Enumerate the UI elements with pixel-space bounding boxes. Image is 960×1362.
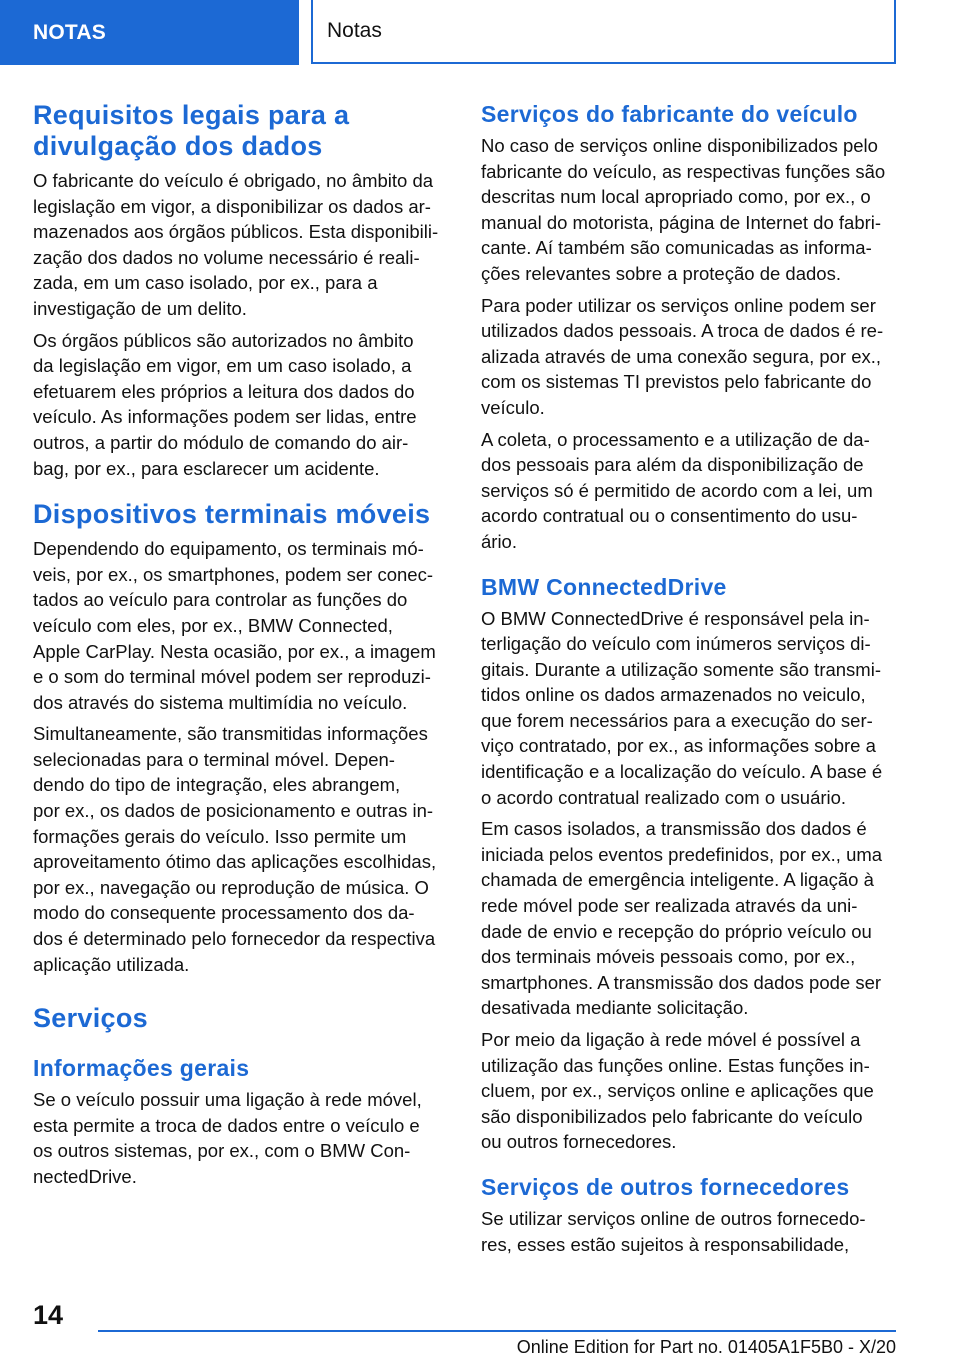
heading-services: Serviços [33, 1003, 148, 1034]
edition-text: Online Edition for Part no. 01405A1F5B0 - X/20 [516, 1337, 896, 1357]
paragraph: Por meio da ligação à rede móvel é possível a utilização das funções online. Estas funções in- cluem, por ex., serviços online e aplicações que são disponibilizados pelo fabricante do veículo ou outros fornecedores. [481, 1029, 874, 1153]
paragraph: Se o veículo possuir uma ligação à rede móvel, esta permite a troca de dados entre o veículo e os outros sistemas, por ex., com o BMW Con- nectedDrive. [33, 1089, 422, 1187]
paragraph: O fabricante do veículo é obrigado, no âmbito da legislação em vigor, a disponibilizar os dados ar- mazenados aos órgãos públicos. Esta disponibili- zação dos dados no volume necessário é reali- zada, em um caso isolado, por ex., para a investigação de um delito. [33, 170, 439, 319]
subheading-connecteddrive: BMW ConnectedDrive [481, 573, 727, 600]
paragraph: Simultaneamente, são transmitidas informações selecionadas para o terminal móvel. Depen- dendo do tipo de integração, eles abrangem, por ex., os dados de posicionamento e outras in- formações gerais do veículo. Isso permite um aproveitamento ótimo das aplicações escolhidas, por ex., navegação ou reprodução de música. O modo do consequente processamento dos da- dos é determinado pelo fornecedor da respectiva aplicação utilizada. [33, 723, 437, 975]
paragraph: Para poder utilizar os serviços online podem ser utilizados dados pessoais. A troca de dados é re- alizada através de uma conexão segura, por ex., com os sistemas TI previstos pelo fabricante do veículo. [481, 294, 884, 418]
paragraph: Os órgãos públicos são autorizados no âmbito da legislação em vigor, em um caso isolado, a efetuarem eles próprios a leitura dos dados do veículo. As informações podem ser lidas, entre outros, a partir do módulo de comando do air- bag, por ex., para esclarecer um acidente. [33, 329, 417, 479]
section-tab[interactable] [0, 0, 299, 65]
paragraph: Dependendo do equipamento, os terminais mó- veis, por ex., os smartphones, podem ser conec- tados ao veículo para controlar as funções do veículo com eles, por ex., BMW Connected, Apple CarPlay. Nesta ocasião, por ex., a imagem e o som do terminal móvel podem ser reproduzi- dos através do sistema multimídia no veículo. [33, 538, 436, 713]
heading-mobile-devices: Dispositivos terminais móveis [33, 499, 431, 530]
paragraph: No caso de serviços online disponibilizados pelo fabricante do veículo, as respectivas funções são descritas num local apropriado como, por ex., o manual do motorista, página de Internet do fabri- cante. Aí também são comunicadas as informa- ções relevantes sobre a proteção de dados. [481, 135, 886, 284]
left-column [33, 100, 448, 1196]
subheading-other-providers: Serviços de outros fornecedores [481, 1173, 850, 1200]
paragraph: O BMW ConnectedDrive é responsável pela in- terligação do veículo com inúmeros serviços di- gitais. Durante a utilização somente são transmi- tidos online os dados armazenados no veiculo, que forem necessários para a execução do ser- viço contratado, por ex., as informações sobre a identificação e a localização do veículo. A base é o acordo contratual realizado com o usuário. [481, 607, 883, 808]
chapter-title: Notas [327, 19, 382, 42]
paragraph: A coleta, o processamento e a utilização de da- dos pessoais para além da disponibilização de serviços só é permitido de acordo com a lei, um acordo contratual ou o consentimento do usu- ário. [481, 428, 873, 552]
footer-divider [98, 1330, 896, 1332]
right-column [481, 100, 896, 1263]
paragraph: Se utilizar serviços online de outros fornecedo- res, esses estão sujeitos à responsabilidade, [481, 1207, 866, 1255]
subheading-manufacturer-services: Serviços do fabricante do veículo [481, 101, 858, 127]
subheading-general-info: Informações gerais [33, 1055, 250, 1082]
heading-legal-requirements: Requisitos legais para a divulgação dos dados [33, 100, 350, 161]
chapter-header [311, 0, 896, 64]
section-tab-label: NOTAS [33, 20, 106, 44]
paragraph: Em casos isolados, a transmissão dos dados é iniciada pelos eventos predefinidos, por ex., uma chamada de emergência inteligente. A ligação à rede móvel pode ser realizada através da uni- dade de envio e recepção do próprio veículo ou dos terminais móveis pessoais como, por ex., smartphones. A transmissão dos dados pode ser desativada mediante solicitação. [481, 818, 883, 1019]
page-number: 14 [33, 1300, 64, 1330]
